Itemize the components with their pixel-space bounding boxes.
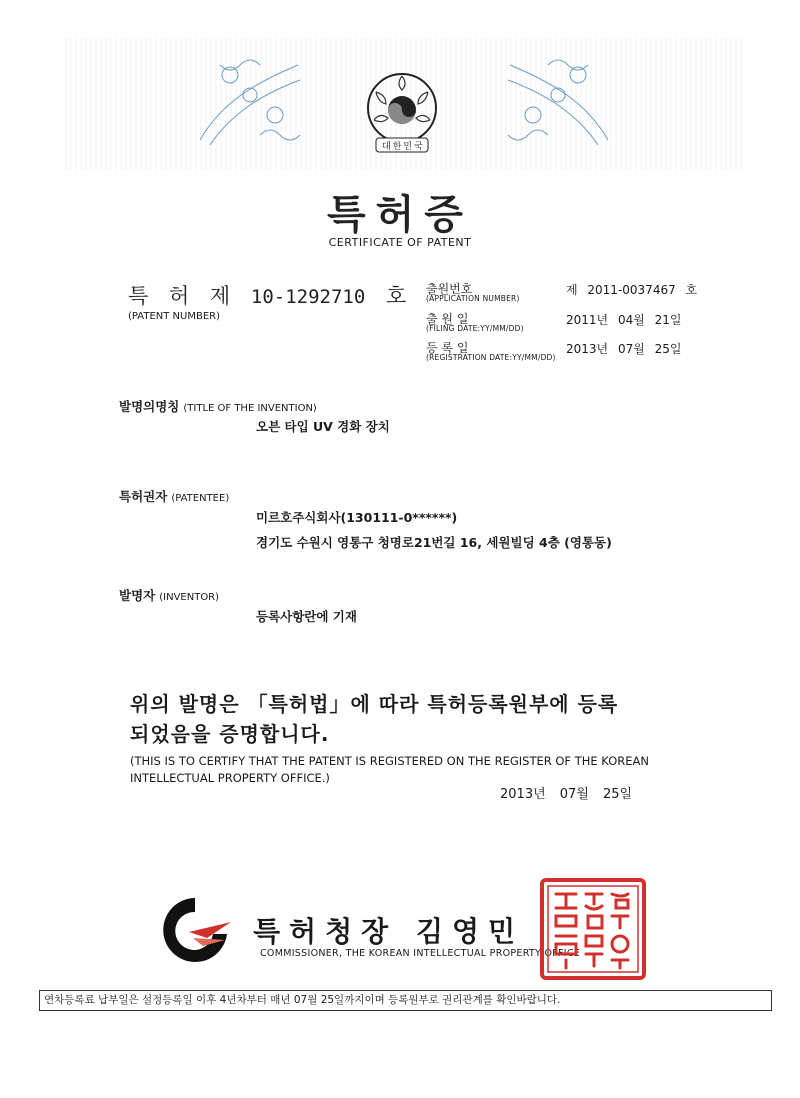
patentee-label-en: (PATENTEE) xyxy=(171,493,230,504)
application-number-label: 출원번호 xyxy=(426,282,473,296)
invention-title-value: 오븐 타입 UV 경화 장치 xyxy=(256,419,390,434)
registration-date-label: 등 록 일 xyxy=(426,341,469,355)
national-emblem xyxy=(362,70,442,158)
filing-date-label: 출 원 일 xyxy=(426,312,469,326)
commissioner-title-korean: 특허청장 김영민 xyxy=(253,915,525,948)
registration-date-label-en: (REGISTRATION DATE:YY/MM/DD) xyxy=(426,353,556,362)
commissioner-title-english: COMMISSIONER, THE KOREAN INTELLECTUAL PROPERTY OFFICE xyxy=(260,948,581,959)
patentee-heading xyxy=(119,487,229,505)
filing-date-value: 2011년 04월 21일 xyxy=(566,313,682,327)
official-seal-stamp-icon xyxy=(538,876,648,982)
patent-number-prefix: 특 허 제 xyxy=(128,284,231,308)
application-number-label-en: (APPLICATION NUMBER) xyxy=(426,294,520,303)
inventor-heading xyxy=(119,586,219,604)
certification-english-2: INTELLECTUAL PROPERTY OFFICE.) xyxy=(130,771,330,785)
certification-line-2: 되었음을 증명합니다. xyxy=(130,722,330,746)
filing-date-label-en: (FILING DATE:YY/MM/DD) xyxy=(426,324,524,333)
emblem-caption: 대한민국 xyxy=(382,142,425,152)
patentee-label: 특허권자 xyxy=(119,489,168,504)
kipo-logo-icon xyxy=(155,894,233,966)
certification-line-1: 위의 발명은 「특허법」에 따라 특허등록원부에 등록 xyxy=(130,692,619,716)
annual-fee-notice: 연차등록료 납부일은 설정등록일 이후 4년차부터 매년 07월 25일까지이며 등록원부로 권리관계를 확인바랍니다. xyxy=(39,990,772,1011)
registration-date-value: 2013년 07월 25일 xyxy=(566,342,682,356)
certification-date: 2013년 07월 25일 xyxy=(500,787,633,802)
patent-number-label-en: (PATENT NUMBER) xyxy=(128,311,221,322)
invention-title-label-en: (TITLE OF THE INVENTION) xyxy=(183,403,317,414)
inventor-label-en: (INVENTOR) xyxy=(159,592,220,603)
application-number-value: 제 2011-0037467 호 xyxy=(566,283,698,297)
left-filigree-ornament xyxy=(190,45,308,155)
patent-number-value: 10-1292710 xyxy=(250,286,366,308)
certificate-title-korean: 특허증 xyxy=(327,192,473,238)
certificate-title-english: CERTIFICATE OF PATENT xyxy=(328,236,472,249)
right-filigree-ornament xyxy=(500,45,618,155)
invention-title-label: 발명의명칭 xyxy=(119,399,180,414)
patentee-address: 경기도 수원시 영통구 청명로21번길 16, 세원빌딩 4층 (영통동) xyxy=(256,535,612,550)
patent-number-suffix: 호 xyxy=(385,284,407,308)
inventor-label: 발명자 xyxy=(119,588,156,603)
patentee-name: 미르호주식회사(130111-0******) xyxy=(256,510,458,525)
inventor-value: 등록사항란에 기재 xyxy=(256,609,357,624)
patent-number-line xyxy=(128,280,406,310)
certification-english-1: (THIS IS TO CERTIFY THAT THE PATENT IS REGISTERED ON THE REGISTER OF THE KOREAN xyxy=(130,754,649,768)
invention-title-heading xyxy=(119,397,317,415)
